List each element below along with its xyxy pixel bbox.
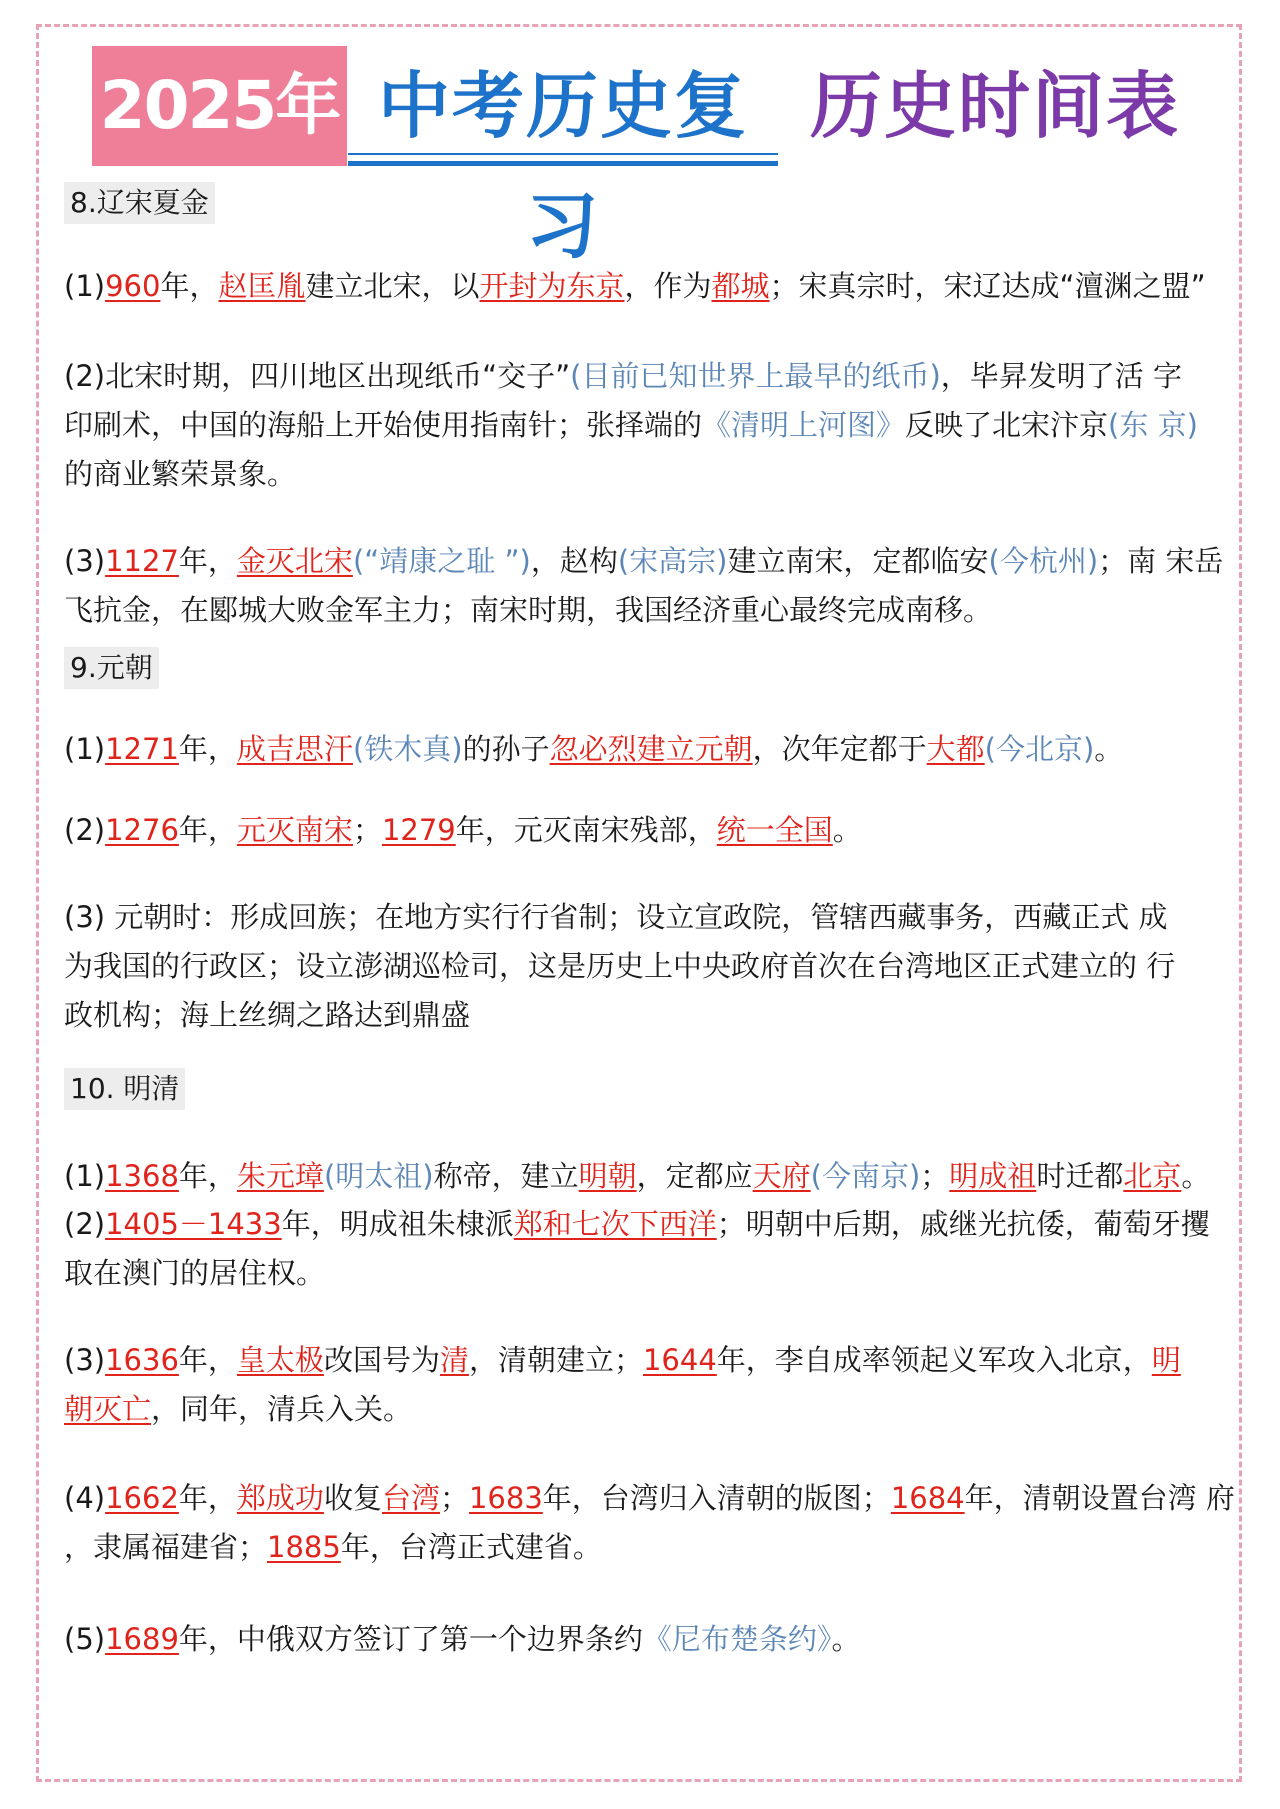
paragraph-ming-qing-4: (4)1662年，郑成功收复台湾；1683年，台湾归入清朝的版图；1684年，清朝设置台湾 府 ，隶属福建省；1885年，台湾正式建省。: [64, 1481, 1235, 1564]
section-heading-liao-song: 8.辽宋夏金: [64, 182, 215, 224]
title-right: 历史时间表: [809, 64, 1180, 148]
paragraph-liao-song-2: (2)北宋时期，四川地区出现纸币“交子”(目前已知世界上最早的纸币)，毕昇发明了活 字 印刷术，中国的海船上开始使用指南针；张择端的《清明上河图》反映了北宋汴京(东 京) 的商业繁荣景象。: [64, 359, 1198, 491]
paragraph-yuan-3: (3) 元朝时：形成回族；在地方实行行省制；设立宣政院，管辖西藏事务，西藏正式 成 为我国的行政区；设立澎湖巡检司，这是历史上中央政府首次在台湾地区正式建立的 行 政机构；海上丝绸之路达到鼎盛: [64, 900, 1176, 1032]
section-heading-ming-qing: 10. 明清: [64, 1068, 185, 1110]
paragraph-yuan-1: (1)1271年，成吉思汗(铁木真)的孙子忽必烈建立元朝，次年定都于大都(今北京)。: [64, 732, 1124, 766]
paragraph-liao-song-1: (1)960年，赵匡胤建立北宋，以开封为东京，作为都城；宋真宗时，宋辽达成“澶渊之盟”: [64, 269, 1206, 303]
paragraph-ming-qing-1: (1)1368年，朱元璋(明太祖)称帝，建立明朝，定都应天府(今南京)；明成祖时迁都北京。: [64, 1159, 1211, 1193]
title-year: 2025年: [92, 46, 347, 166]
paragraph-ming-qing-3: (3)1636年，皇太极改国号为清，清朝建立；1644年，李自成率领起义军攻入北京，明 朝灭亡，同年，清兵入关。: [64, 1343, 1181, 1426]
section-heading-yuan: 9.元朝: [64, 647, 159, 689]
paragraph-ming-qing-5: (5)1689年，中俄双方签订了第一个边界条约《尼布楚条约》。: [64, 1622, 861, 1656]
paragraph-ming-qing-2: (2)1405－1433年，明成祖朱棣派郑和七次下西洋；明朝中后期，戚继光抗倭，葡萄牙攫 取在澳门的居住权。: [64, 1207, 1210, 1290]
paragraph-yuan-2: (2)1276年，元灭南宋；1279年，元灭南宋残部，统一全国。: [64, 813, 862, 847]
title-middle: 中考历史复习: [348, 46, 778, 166]
paragraph-liao-song-3: (3)1127年，金灭北宋(“靖康之耻 ”)，赵构(宋高宗)建立南宋，定都临安(今杭州)；南 宋岳 飞抗金，在郾城大败金军主力；南宋时期，我国经济重心最终完成南移。: [64, 544, 1224, 627]
